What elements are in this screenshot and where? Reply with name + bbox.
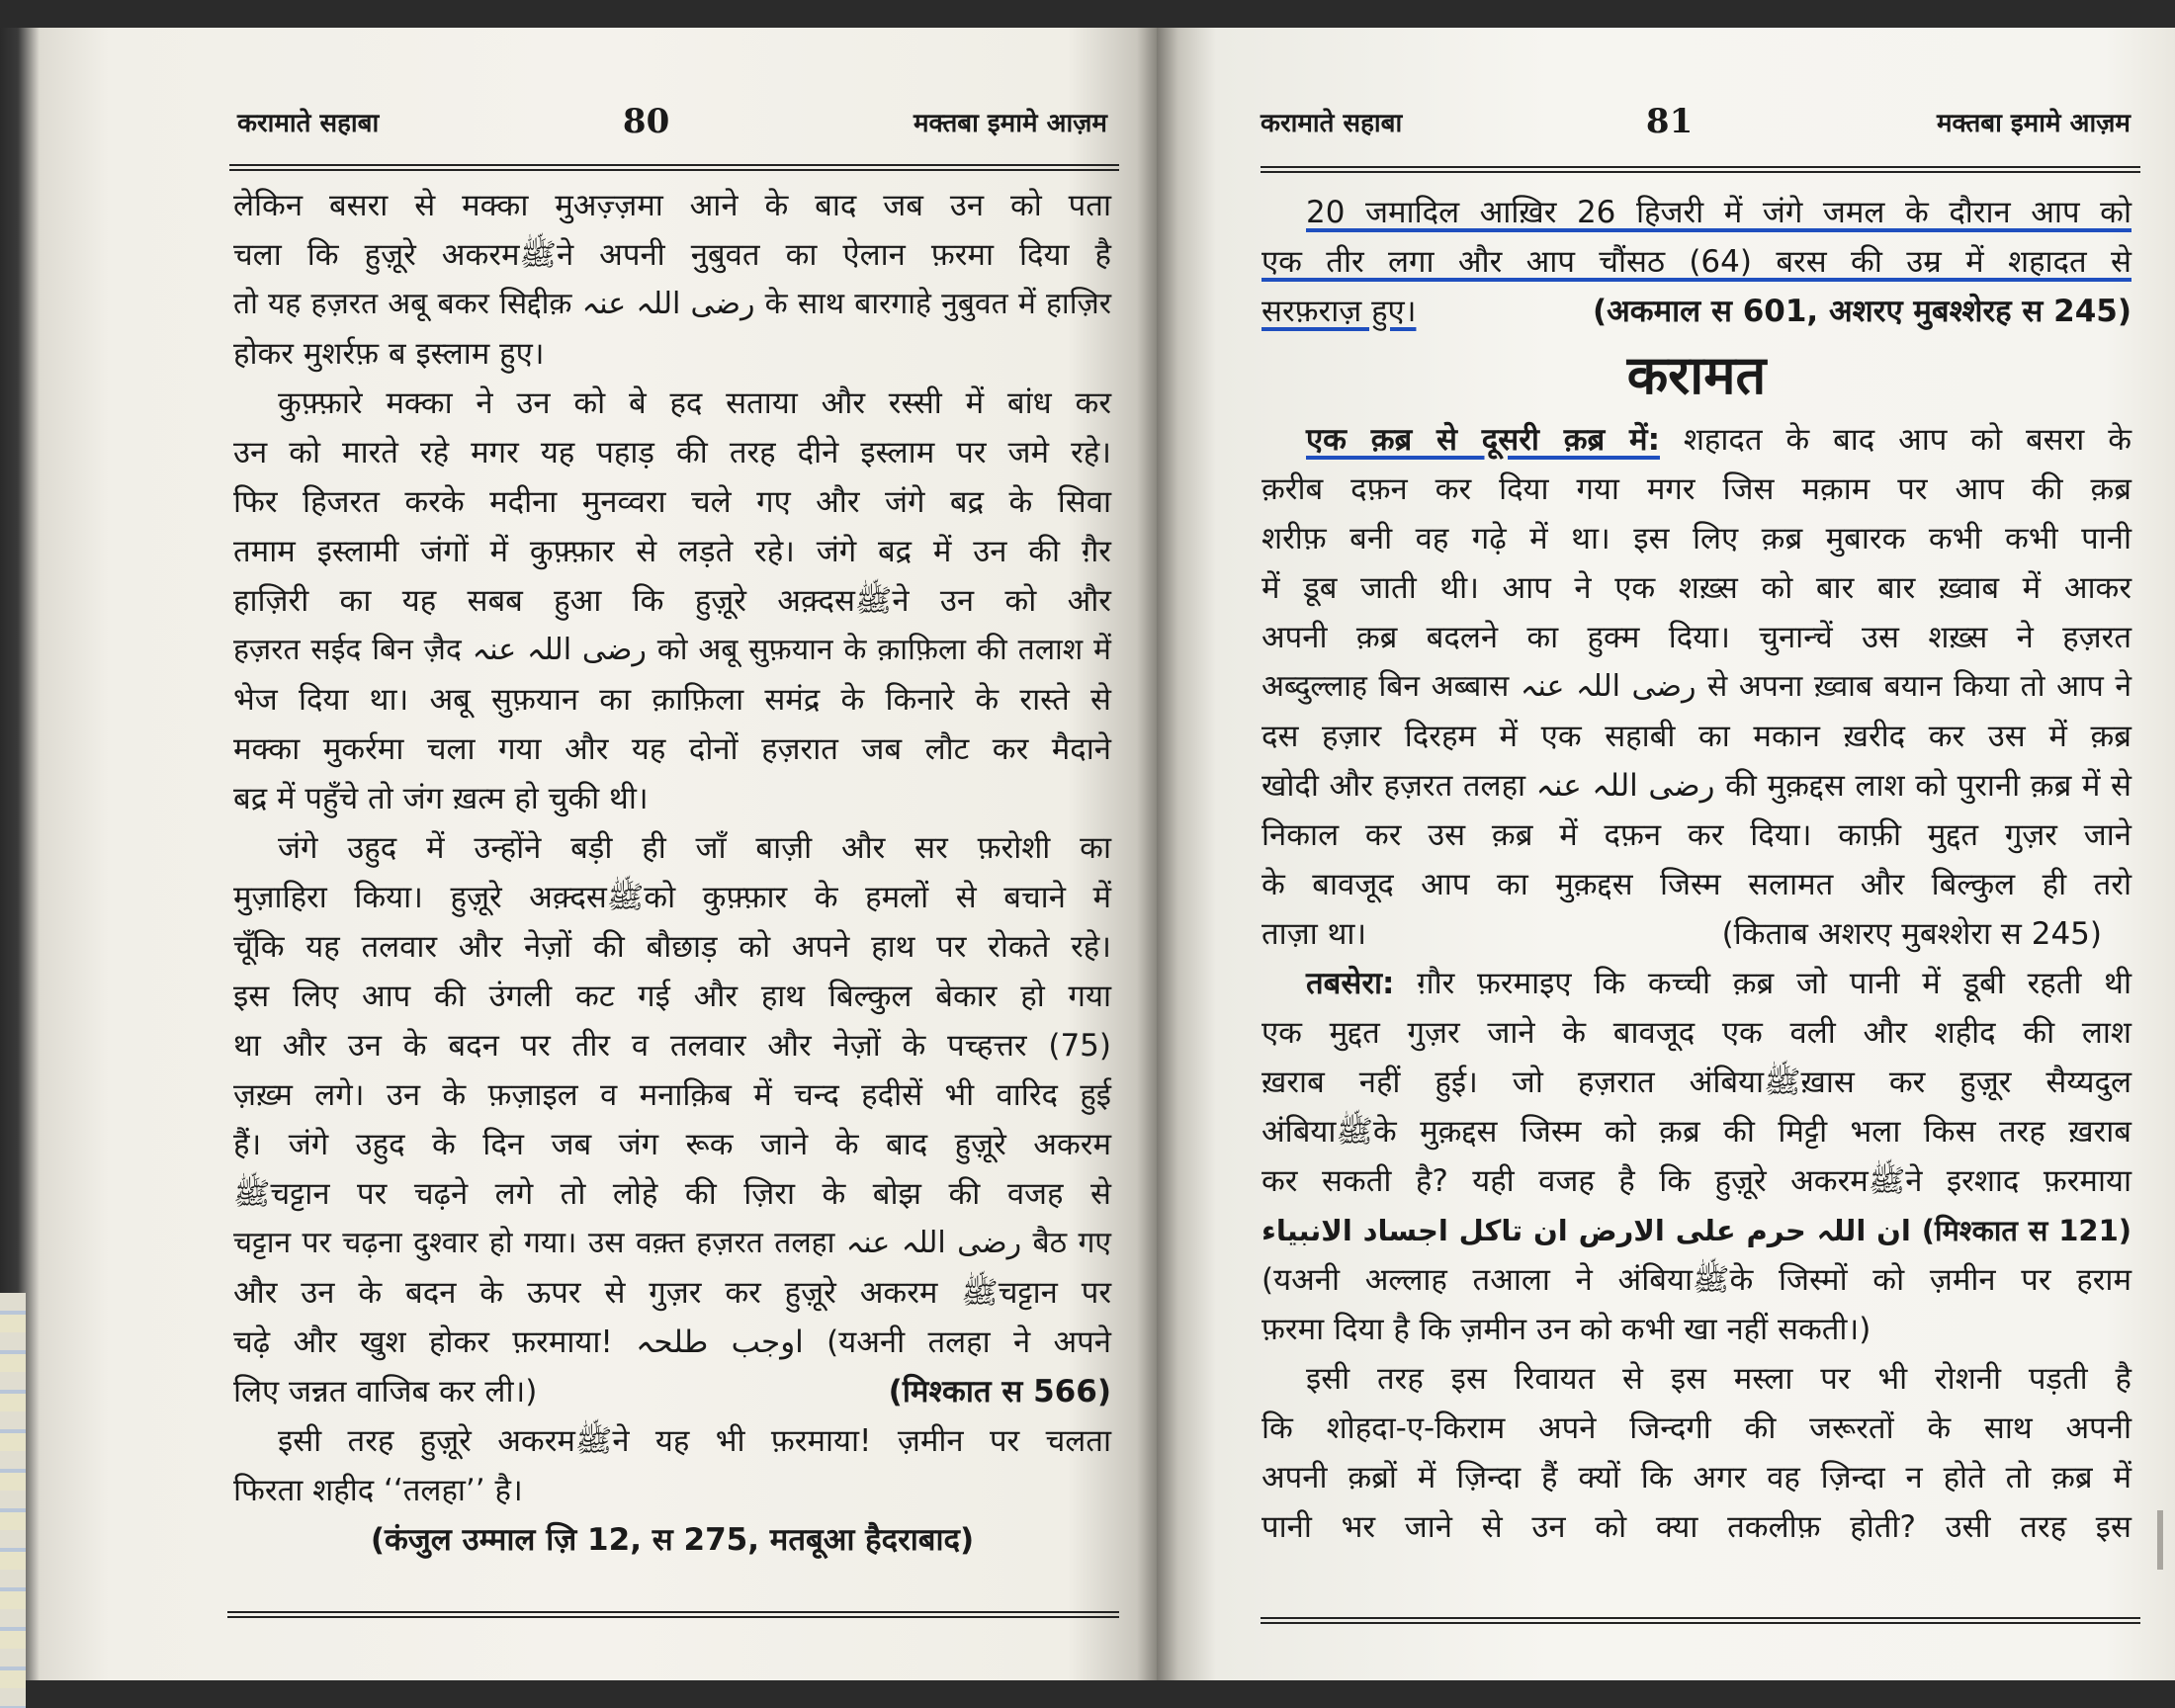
text-line: फिर हिजरत करके मदीना मुनव्वरा चले गए और जंगे बद्र के सिवा [233,484,1111,520]
text-line: हैं। जंगे उहुद के दिन जब जंग रूक जाने के बाद हुज़ूरे अकरम [233,1127,1111,1162]
text-line: एक मुद्दत गुज़र जाने के बावजूद एक वली और शहीद की लाश [1262,1015,2132,1051]
header-rule [1261,166,2140,173]
text-line: इसी तरह हुज़ूरे अकरमﷺने यह भी फ़रमाया! ज़मीन पर चलता [278,1423,1111,1459]
text-line: अब्दुल्लाह बिन अब्बास رضی اللہ عنہ से अपना ख़्वाब बयान किया तो आप ने [1262,669,2132,704]
text-fragment: सरफ़राज़ हुए। [1262,294,1417,329]
text-line: था और उन के बदन पर तीर व तलवार और नेज़ों के पच्हत्तर (75) [233,1028,1111,1064]
text-line: होकर मुशर्रफ़ ब इस्लाम हुए। [233,336,545,372]
text-line: निकाल कर उस क़ब्र में दफ़न कर दिया। काफ़ी मुद्दत गुज़र जाने [1262,817,2132,853]
text-line-with-citation [233,1367,1111,1416]
page-number: 80 [622,102,670,141]
publisher-name: मक्तबा इमामे आज़म [1936,109,2131,138]
text-line-with-citation [1262,909,2132,959]
text-line: खोदी और हज़रत तलहा رضی اللہ عنہ की मुक़द्दस लाश को पुरानी क़ब्र में से [1262,768,2132,804]
text-line-with-citation [1262,287,2132,336]
underlined-text-line: 20 जमादिल आख़िर 26 हिजरी में जंगे जमल के दौरान आप को [1306,195,2132,230]
underlined-text-line: एक तीर लगा और आप चौंसठ (64) बरस की उम्र में शहादत से [1262,244,2132,280]
footer-rule [1261,1617,2140,1624]
publisher-name: मक्तबा इमामे आज़म [913,109,1107,138]
text-line: ज़ख़्म लगे। उन के फ़ज़ाइल व मनाक़िब में चन्द हदीसें भी वारिद हुई [233,1077,1111,1113]
footer-rule [227,1611,1119,1618]
book-title: करामाते सहाबा [1261,109,1403,138]
text-line-with-subheading [1262,415,2132,465]
text-line: फिरता शहीद ‘‘तलहा’’ है। [233,1473,523,1508]
text-line: अंबियाﷺके मुक़द्दस जिस्म को क़ब्र की मिट्टी भला किस तरह ख़राब [1262,1114,2132,1150]
text-line: फ़रमा दिया है कि ज़मीन उन को कभी खा नहीं सकती।) [1262,1312,1871,1347]
text-fragment: लिए जन्नत वाजिब कर ली।) [233,1374,538,1409]
text-line: मुज़ाहिरा किया। हुज़ूरे अक़्दसﷺको कुफ़्फ़ार के हमलों से बचाने में [233,880,1111,915]
section-heading: करामत [1626,344,1767,406]
arabic-quote-line: ان اللہ حرم علی الارض ان تاکل اجساد الانبیاء (मिश्कात स 121) [1262,1214,2132,1247]
text-fragment: शहादत के बाद आप को बसरा के [1683,422,2132,458]
left-page [0,28,1157,1680]
text-fragment: ग़ौर फ़रमाइए कि कच्ची क़ब्र जो पानी में डूबी रहती थी [1417,966,2132,1001]
text-line: हज़रत सईद बिन ज़ैद رضی اللہ عنہ को अबू सुफ़यान के क़ाफ़िला की तलाश में [233,633,1111,667]
text-line: इसी तरह इस रिवायत से इस मस्ला पर भी रोशनी पड़ती है [1306,1361,2132,1397]
text-line: के बावजूद आप का मुक़द्दस जिस्म सलामत और बिल्कुल ही तरो [1262,867,2132,902]
text-line: चढ़े और खुश होकर फ़रमाया! اوجب طلحہ (यअनी तलहा ने अपने [233,1324,1111,1360]
header-rule [229,164,1119,171]
text-line: क़रीब दफ़न कर दिया गया मगर जिस मक़ाम पर आप की क़ब्र [1262,471,2132,507]
text-line: में डूब जाती थी। आप ने एक शख़्स को बार बार ख़्वाब में आकर [1262,570,2132,606]
tabsera-label: तबसेरा: [1306,966,1395,1001]
citation: (मिश्कात स 566) [888,1374,1111,1409]
text-line: तो यह हज़रत अबू बकर सिद्दीक़ رضی اللہ عنہ के साथ बारगाहे नुबुवत में हाज़िर [233,287,1111,321]
text-line: जंगे उहुद में उन्होंने बड़ी ही जाँ बाज़ी और सर फ़रोशी का [278,830,1111,866]
text-line: (यअनी अल्लाह तआला ने अंबियाﷺके जिस्मों को ज़मीन पर हराम [1262,1262,2132,1298]
right-body-text [1262,188,2132,1552]
citation: (अकमाल स 601, अशरए मुबश्शेरह स 245) [1592,294,2132,329]
text-line: चला कि हुज़ूरे अकरमﷺने अपनी नुबुवत का ऐलान फ़रमा दिया है [233,237,1112,273]
text-line: अपनी क़ब्र बदलने का हुक्म दिया। चुनान्चें उस शख़्स ने हज़रत [1262,620,2132,655]
page-edge-tabs [0,1293,26,1708]
book-title: करामाते सहाबा [237,109,380,138]
left-body-text [233,181,1111,1565]
text-line: और उन के बदन के ऊपर से गुज़र कर हुज़ूरे अकरम ﷺचट्टान पर [233,1275,1111,1311]
text-line: चट्टान पर चढ़ना दुश्वार हो गया। उस वक़्त हज़रत तलहा رضی اللہ عنہ बैठ गए [233,1226,1111,1260]
text-line: ख़राब नहीं हुई। जो हज़रात अंबियाﷺख़ास कर हुज़ूर सैय्यदुल [1262,1065,2132,1100]
text-line: शरीफ़ बनी वह गढ़े में था। इस लिए क़ब्र मुबारक कभी कभी पानी [1262,521,2132,556]
text-line: तमाम इस्लामी जंगों में कुफ़्फ़ार से लड़ते रहे। जंगे बद्र में उन की ग़ैर [233,534,1111,569]
text-line: बद्र में पहुँचे तो जंग ख़त्म हो चुकी थी। [233,781,649,816]
text-line: लेकिन बसरा से मक्का मुअज़्ज़मा आने के बाद जब उन को पता [233,188,1111,223]
text-line: पानी भर जाने से उन को क्या तकलीफ़ होती? उसी तरह इस [1262,1509,2132,1545]
text-line: दस हज़ार दिरहम में एक सहाबी का मकान ख़रीद कर उस में क़ब्र [1262,719,2132,754]
text-line: इस लिए आप की उंगली कट गई और हाथ बिल्कुल बेकार हो गया [233,979,1111,1014]
left-page-header [237,97,1107,146]
scan-artifact [2157,1510,2163,1570]
text-line: कर सकती है? यही वजह है कि हुज़ूरे अकरमﷺने इरशाद फ़रमाया [1262,1163,2132,1199]
subheading: एक क़ब्र से दूसरी क़ब्र में: [1306,422,1660,458]
right-page-header [1261,97,2131,146]
text-line: भेज दिया था। अबू सुफ़यान का क़ाफ़िला समंद्र के किनारे के रास्ते से [233,682,1111,718]
text-line: कुफ़्फ़ारे मक्का ने उन को बे हद सताया और रस्सी में बांध कर [278,385,1111,421]
text-line: कि शोहदा-ए-किराम अपने जिन्दगी की जरूरतों के साथ अपनी [1262,1410,2132,1446]
text-line: उन को मारते रहे मगर यह पहाड़ की तरह दीने इस्लाम पर जमे रहे। [233,435,1111,470]
page-number: 81 [1645,102,1694,141]
text-line-with-label [1262,959,2132,1008]
reference-citation: (कंजुल उम्माल ज़ि 12, स 275, मतबूआ हैदराबाद) [370,1522,975,1558]
citation: (किताब अशरए मुबश्शेरा स 245) [1721,916,2102,952]
text-line: अपनी क़ब्रों में ज़िन्दा हैं क्यों कि अगर वह ज़िन्दा न होते तो क़ब्र में [1262,1460,2132,1495]
text-line: हाज़िरी का यह सबब हुआ कि हुज़ूरे अक़्दसﷺने उन को और [233,583,1111,619]
text-fragment: ताज़ा था। [1262,916,1367,952]
text-line: ﷺचट्टान पर चढ़ने लगे तो लोहे की ज़िरा के बोझ की वजह से [233,1176,1111,1212]
right-page [1157,28,2175,1680]
text-line: चूँकि यह तलवार और नेज़ों की बौछाड़ को अपने हाथ पर रोकते रहे। [233,929,1111,965]
text-line: मक्का मुकर्रमा चला गया और यह दोनों हज़रात जब लौट कर मैदाने [233,731,1111,767]
